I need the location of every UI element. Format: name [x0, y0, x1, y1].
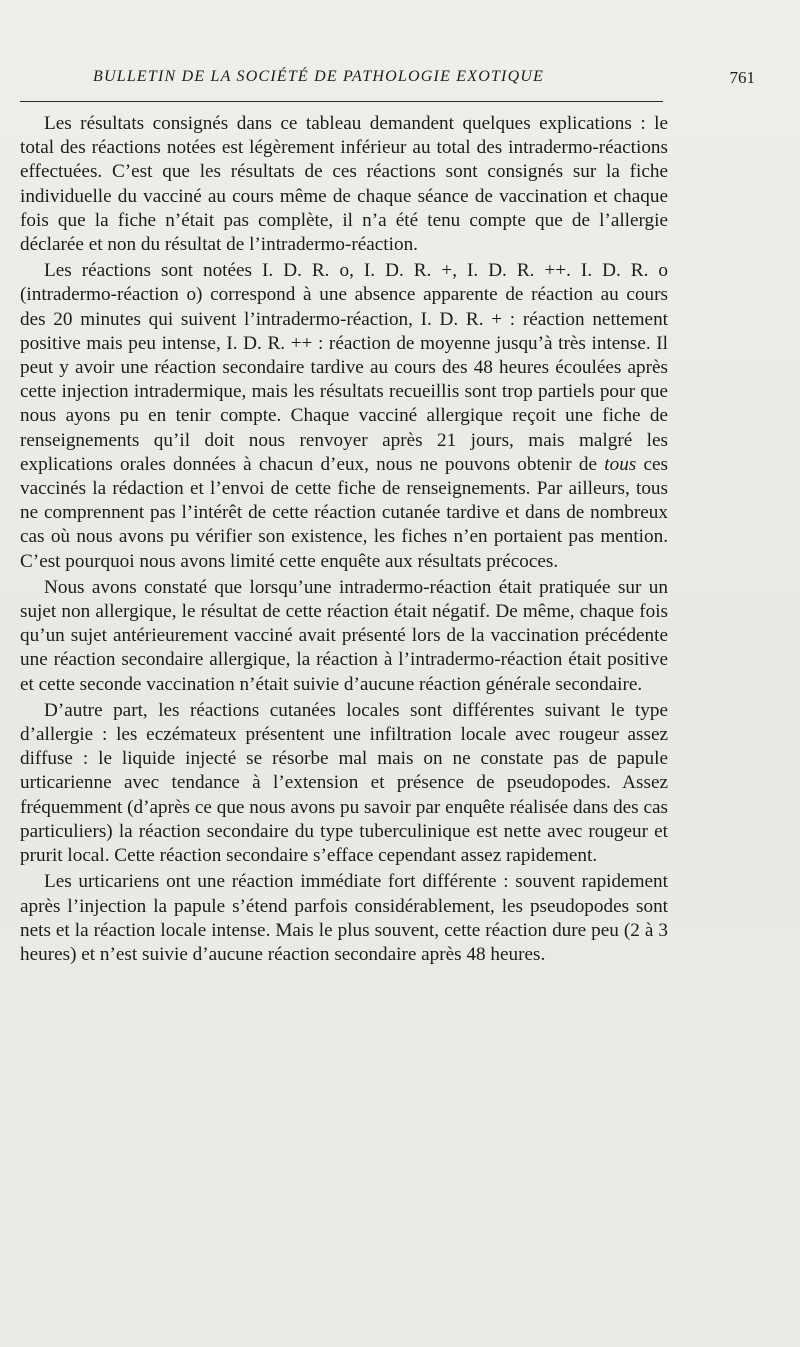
page-number: 761 [729, 68, 755, 87]
emphasized-word: tous [604, 453, 637, 475]
paragraph-reaction-notation [20, 259, 668, 574]
running-header [20, 68, 770, 98]
running-title: BULLETIN DE LA SOCIÉTÉ DE PATHOLOGIE EXOTIQUE [93, 68, 545, 85]
body-text [20, 112, 668, 967]
paragraph-text: Les résultats consignés dans ce tableau demandent quelques explications : le total des réactions notées est légèrement inférieur au total des intradermo-réactions effectuées. C’est que les résultats de ces réactions sont consignés sur la fiche individuelle du vacciné au cours même de chaque séance de vaccination et chaque fois que la fiche n’était pas complète, il n’a été tenu compte que de l’allergie déclarée et non du résultat de l’intradermo-réaction. [20, 113, 668, 256]
header-rule [20, 101, 663, 102]
paragraph-text: Nous avons constaté que lorsqu’une intradermo-réaction était pratiquée sur un sujet non allergique, le résultat de cette réaction était négatif. De même, chaque fois qu’un sujet antérieurement vacciné avait présenté lors de la vaccination précédente une réaction secondaire allergique, la réaction à l’intradermo-réaction était positive et cette seconde vaccination n’était suivie d’aucune réaction générale secondaire. [20, 576, 668, 695]
paragraph-text: Les urticariens ont une réaction immédiate fort différente : souvent rapidement après l’injection la papule s’étend parfois considérablement, les pseudopodes sont nets et la réaction locale intense. Mais le plus souvent, cette réaction dure peu (2 à 3 heures) et n’est suivie d’aucune réaction secondaire après 48 heures. [20, 871, 668, 965]
paragraph-text: Les réactions sont notées I. D. R. o, I. D. R. +, I. D. R. ++. I. D. R. o (intradermo-réaction o) correspond à une absence apparente de réaction au cours des 20 minutes qui suivent l’intradermo-réaction, I. D. R. + : réaction nettement positive mais peu intense, I. D. R. ++ : réaction de moyenne jusqu’à très intense. Il peut y avoir une réaction secondaire tardive au cours des 48 heures écoulées après cette injection intradermique, mais les résultats recueillis sont trop partiels pour que nous ayons pu en tenir compte. Chaque vacciné allergique reçoit une fiche de renseignements qu’il doit nous renvoyer après 21 jours, mais malgré les explications orales données à chacun d’eux, nous ne pouvons obtenir de [20, 260, 668, 475]
paragraph-text: D’autre part, les réactions cutanées locales sont différentes suivant le type d’allergie : les eczémateux présentent une infiltration locale avec rougeur assez diffuse : le liquide injecté se résorbe mal mais on ne constate pas de papule urticarienne avec tendance à l’extension et présence de pseudopodes. Assez fréquemment (d’après ce que nous avons pu savoir par enquête réalisée dans des cas particuliers) la réaction secondaire du type tuberculinique est nette avec rougeur et prurit local. Cette réaction secondaire s’efface cependant assez rapidement. [20, 699, 668, 867]
paragraph-text-continued: ces vaccinés la rédaction et l’envoi de cette fiche de renseignements. Par ailleurs, tous ne comprennent pas l’intérêt de cette réaction cutanée tardive et dans de nombreux cas où nous avons pu vérifier son existence, les fiches n’en portaient pas mention. C’est pourquoi nous avons limité cette enquête aux résultats précoces. [20, 453, 669, 572]
paragraph-non-allergic-results [20, 576, 668, 697]
paragraph-local-reactions [20, 699, 668, 868]
paragraph-results-explanation [20, 112, 668, 257]
paragraph-urticarial-reactions [20, 870, 668, 967]
